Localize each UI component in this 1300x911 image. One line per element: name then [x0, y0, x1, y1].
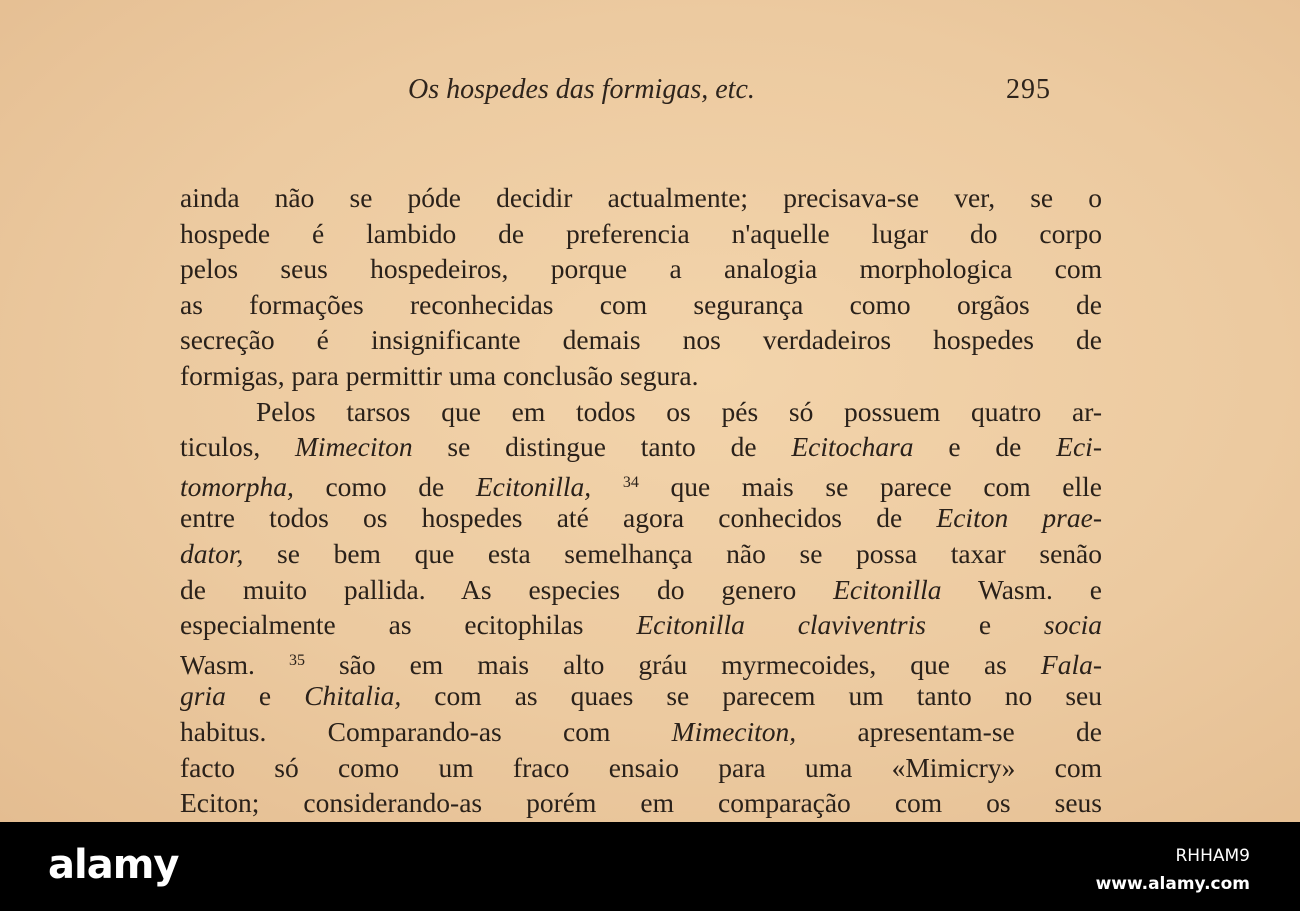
text-segment: formigas, para permittir uma conclusão segura.: [180, 359, 699, 391]
text-line: [180, 785, 1102, 821]
running-title: Os hospedes das formigas, etc.: [408, 74, 755, 105]
italic-text: dator,: [180, 537, 244, 569]
text-segment: com as quaes se parecem um tanto no seu: [401, 680, 1102, 712]
text-segment: especialmente as ecitophilas: [180, 609, 637, 641]
italic-text: tomorpha,: [180, 470, 294, 502]
text-line: [180, 572, 1102, 608]
text-segment: ainda não se póde decidir actualmente; precisava-se ver, se o: [180, 182, 1102, 213]
text-line: [180, 607, 1102, 643]
italic-text: Mimeciton: [295, 431, 413, 463]
text-segment: Wasm.: [180, 648, 289, 680]
image-id: RHHAM9: [1175, 846, 1250, 866]
text-segment: como de: [293, 470, 476, 502]
italic-text: Ecitonilla claviventris: [636, 609, 926, 641]
page-number: 295: [1006, 74, 1051, 105]
italic-text: gria: [180, 680, 226, 712]
italic-text: Eci-: [1056, 431, 1102, 463]
text-line: [180, 429, 1102, 465]
text-segment: e: [925, 609, 1044, 641]
italic-text: Ecitochara: [791, 431, 914, 463]
text-segment: hospede é lambido de preferencia n'aquelle lugar do corpo: [180, 217, 1102, 249]
text-line: [180, 394, 1102, 430]
body-text: [180, 180, 1102, 821]
text-line: [180, 180, 1102, 216]
text-segment: e de: [913, 431, 1057, 463]
italic-text: Ecitonilla,: [475, 470, 592, 502]
italic-text: Ecitonilla: [833, 573, 942, 605]
text-segment: e: [225, 680, 305, 712]
italic-text: Fala-: [1040, 648, 1102, 680]
text-segment: secreção é insignificante demais nos verdadeiros hospedes de: [180, 324, 1102, 356]
italic-text: Chitalia,: [304, 680, 402, 712]
footnote-reference: 34: [622, 473, 639, 491]
italic-text: socia: [1043, 609, 1102, 641]
text-segment: Pelos tarsos que em todos os pés só possuem quatro ar-: [256, 395, 1102, 427]
italic-text: Eciton prae-: [936, 502, 1102, 534]
text-line: [180, 322, 1102, 358]
text-segment: se distingue tanto de: [412, 431, 792, 463]
text-segment: se bem que esta semelhança não se possa taxar senão: [243, 537, 1102, 569]
text-segment: [591, 471, 623, 502]
watermark-footer-bar: [0, 822, 1300, 911]
text-line: [180, 678, 1102, 714]
text-line: [180, 536, 1102, 572]
text-line: [180, 216, 1102, 252]
text-line: [180, 643, 1102, 679]
text-segment: entre todos os hospedes até agora conhecidos de: [180, 502, 937, 534]
text-segment: as formações reconhecidas com segurança como orgãos de: [180, 288, 1102, 320]
text-line: [180, 287, 1102, 323]
text-line: [180, 251, 1102, 287]
text-segment: ticulos,: [180, 431, 296, 463]
text-line: [180, 500, 1102, 536]
text-segment: pelos seus hospedeiros, porque a analogia morphologica com: [180, 253, 1102, 285]
text-segment: que mais se parece com elle: [638, 470, 1102, 502]
text-line: [180, 714, 1102, 750]
page-header: [0, 74, 1300, 110]
text-segment: habitus. Comparando-as com: [180, 715, 672, 747]
brand-logo: alamy: [48, 842, 179, 888]
text-segment: Wasm. e: [941, 573, 1102, 605]
text-line: [180, 465, 1102, 501]
text-segment: apresentam-se de: [796, 715, 1102, 747]
site-url: www.alamy.com: [1095, 874, 1250, 894]
text-segment: de muito pallida. As especies do genero: [180, 573, 834, 605]
text-segment: são em mais alto gráu myrmecoides, que as: [304, 648, 1041, 680]
text-segment: Eciton; considerando-as porém em comparação com os seus: [180, 787, 1102, 819]
italic-text: Mimeciton,: [671, 715, 797, 747]
text-line: [180, 358, 1102, 394]
footnote-reference: 35: [288, 651, 305, 669]
text-line: [180, 750, 1102, 786]
text-segment: facto só como um fraco ensaio para uma «Mimicry» com: [180, 751, 1102, 783]
